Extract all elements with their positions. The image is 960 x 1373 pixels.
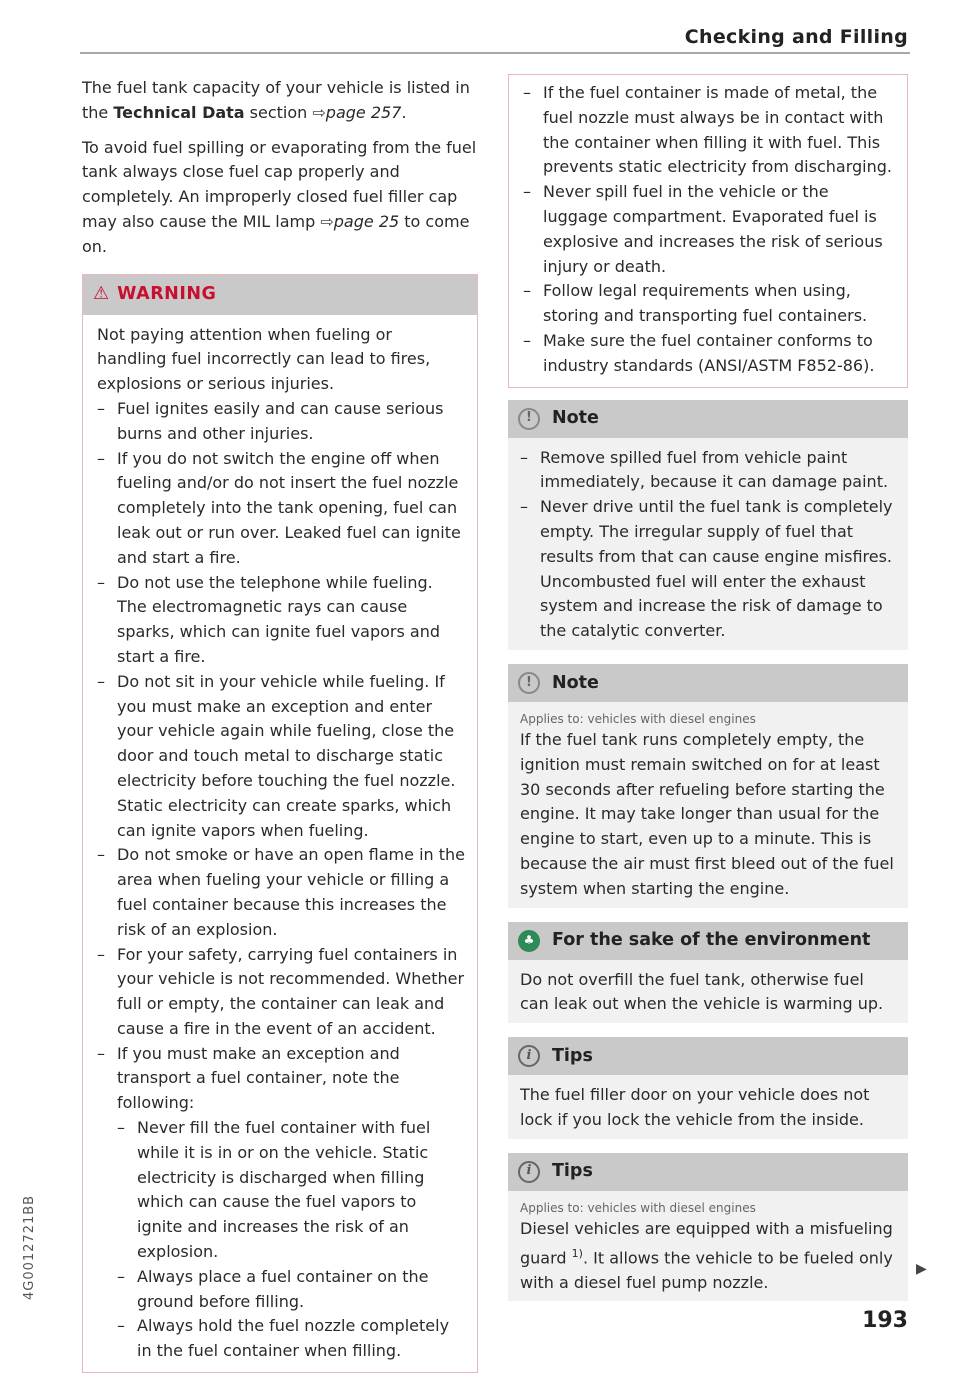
warning-sublist [117, 1116, 465, 1364]
environment-title: For the sake of the environment [552, 930, 871, 951]
tips-text: Diesel vehicles are equipped with a misfueling guard $^{1)}$. It allows the vehicle to be fueled only with a diesel fuel pump nozzle. [520, 1218, 893, 1292]
warning-item: – Do not smoke or have an open flame in the area when fueling your vehicle or filling a fuel container because this increases the risk of an explosion. [97, 843, 465, 942]
tips-body [508, 1075, 908, 1139]
tips-box-1 [508, 1037, 908, 1139]
note-text: If the fuel tank runs completely empty, the ignition must remain switched on for at least 30 seconds after refueling before starting the engine. It may take longer than usual for the engine to start, even up to a minute. This is because the air must first bleed out of the fuel system when starting the engine. [520, 729, 894, 898]
intro-paragraph-2: To avoid fuel spilling or evaporating from the fuel tank always close fuel cap properly and completely. An improperly closed fuel filler cap may also cause the MIL lamp ⇨page 25 to come on. [82, 137, 477, 256]
tips-title: Tips [552, 1161, 593, 1182]
page-link-25[interactable]: ⇨page 25 [320, 211, 400, 231]
info-circle-icon: i [518, 1045, 540, 1067]
left-column [82, 76, 478, 1373]
warning-continuation-list [523, 81, 893, 379]
tips-header [508, 1037, 908, 1075]
note-circle-icon: ! [518, 408, 540, 430]
continue-arrow-icon: ▶ [916, 1261, 927, 1277]
warning-item: – If you do not switch the engine off when fueling and/or do not insert the fuel nozzle completely into the tank opening, fuel can leak out or run over. Leaked fuel can ignite and start a fire. [97, 447, 465, 571]
note-list [520, 446, 896, 644]
warning-intro: Not paying attention when fueling or handling fuel incorrectly can lead to fires, explosions or serious injuries. [97, 324, 431, 394]
warning-subitem: – Never fill the fuel container with fuel while it is in or on the vehicle. Static electricity is discharged when filling which can cause the fuel vapors to ignite and increases the risk of an explosion. [117, 1116, 465, 1265]
warning-item: – Do not sit in your vehicle while fueling. If you must make an exception and enter your vehicle again while fueling, close the door and touch metal to discharge static electricity before touching the fuel nozzle. Static electricity can create sparks, which can ignite vapors when fueling. [97, 670, 465, 844]
arrow-right-icon: ⇨ [312, 102, 326, 122]
header-divider [80, 52, 910, 54]
tips-box-2 [508, 1153, 908, 1302]
warning-item: – If the fuel container is made of metal, the fuel nozzle must always be in contact with the container when filling it with fuel. This prevents static electricity from discharging. [523, 81, 893, 180]
technical-data-term: Technical Data [113, 102, 245, 122]
document-code: 4G0012721BB [22, 1194, 37, 1300]
warning-item: – Make sure the fuel container conforms to industry standards (ANSI/ASTM F852-86). [523, 329, 893, 379]
environment-text: Do not overfill the fuel tank, otherwise fuel can leak out when the vehicle is warming up. [520, 969, 884, 1014]
applies-to-label: Applies to: vehicles with diesel engines [520, 1200, 756, 1215]
warning-item: – If you must make an exception and transport a fuel container, note the following: – Never fill the fuel container with fuel while it is in or on the vehicle. Static electricity is discharged when filling which can cause the fuel vapors to ignite and increases the risk of an explosion. – Always place a fuel container on the ground before filling. – Always hold the fuel nozzle completely in the fuel container when filling. [97, 1042, 465, 1364]
tips-title: Tips [552, 1045, 593, 1066]
warning-continuation-box [508, 74, 908, 388]
page-number: 193 [862, 1308, 908, 1333]
page-section-title: Checking and Filling [684, 26, 908, 48]
warning-body [83, 315, 477, 1372]
note-body [508, 438, 908, 650]
environment-box [508, 922, 908, 1024]
warning-item: – Follow legal requirements when using, storing and transporting fuel containers. [523, 279, 893, 329]
warning-subitem: – Always place a fuel container on the ground before filling. [117, 1265, 465, 1315]
tips-body [508, 1191, 908, 1302]
environment-header [508, 922, 908, 960]
warning-triangle-icon: ⚠ [93, 283, 110, 305]
tips-header [508, 1153, 908, 1191]
intro-paragraph-1: The fuel tank capacity of your vehicle is listed in the Technical Data section ⇨page 257. [82, 78, 470, 122]
warning-box [82, 274, 478, 1373]
note-circle-icon: ! [518, 672, 540, 694]
note-title: Note [552, 408, 599, 429]
page-link-257[interactable]: ⇨page 257 [312, 102, 402, 122]
warning-label: WARNING [117, 284, 217, 305]
right-column [508, 76, 908, 1301]
warning-item: – Do not use the telephone while fueling. The electromagnetic rays can cause sparks, which can ignite fuel vapors and start a fire. [97, 571, 465, 670]
note-body [508, 702, 908, 908]
note-title: Note [552, 672, 599, 693]
warning-list [97, 397, 465, 1364]
warning-item: – Fuel ignites easily and can cause serious burns and other injuries. [97, 397, 465, 447]
info-circle-icon: i [518, 1161, 540, 1183]
warning-header [83, 275, 477, 315]
note-box-1 [508, 400, 908, 650]
note-header [508, 400, 908, 438]
environment-leaf-icon: ♣ [518, 930, 540, 952]
warning-item: – For your safety, carrying fuel containers in your vehicle is not recommended. Whether full or empty, the container can leak and cause a fire in the event of an accident. [97, 943, 465, 1042]
environment-body [508, 960, 908, 1024]
note-item: – Never drive until the fuel tank is completely empty. The irregular supply of fuel that results from that can cause engine misfires. Uncombusted fuel will enter the exhaust system and increase the risk of damage to the catalytic converter. [520, 495, 896, 644]
note-item: – Remove spilled fuel from vehicle paint immediately, because it can damage paint. [520, 446, 896, 496]
arrow-right-icon: ⇨ [320, 211, 334, 231]
applies-to-label: Applies to: vehicles with diesel engines [520, 711, 756, 726]
note-box-2 [508, 664, 908, 908]
note-header [508, 664, 908, 702]
tips-text: The fuel filler door on your vehicle does not lock if you lock the vehicle from the inside. [520, 1085, 870, 1129]
warning-item: – Never spill fuel in the vehicle or the luggage compartment. Evaporated fuel is explosive and increases the risk of serious injury or death. [523, 180, 893, 279]
warning-subitem: – Always hold the fuel nozzle completely in the fuel container when filling. [117, 1314, 465, 1364]
footnote-marker[interactable]: 1) [571, 1246, 583, 1260]
